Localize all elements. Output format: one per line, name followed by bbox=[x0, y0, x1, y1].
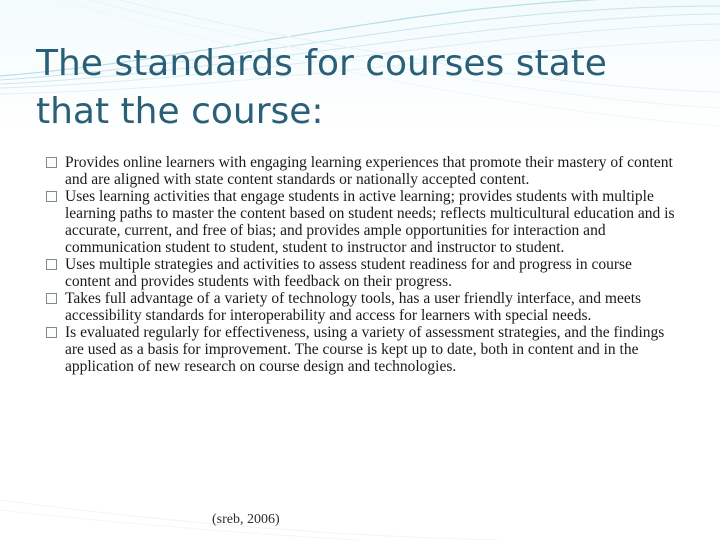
bullet-text: Takes full advantage of a variety of technology tools, has a user friendly interface, and meets accessibility standards for interoperability and access for learners with special needs. bbox=[65, 290, 642, 324]
square-bullet-icon bbox=[46, 157, 57, 168]
square-bullet-icon bbox=[46, 293, 57, 304]
square-bullet-icon bbox=[46, 327, 57, 338]
square-bullet-icon bbox=[46, 191, 57, 202]
bullet-item bbox=[46, 154, 676, 188]
citation: (sreb, 2006) bbox=[212, 512, 280, 527]
bullet-text: Uses learning activities that engage students in active learning; provides students with multiple learning paths to master the content based on student needs; reflects multicultural education and is accurate, current, and free of bias; and provides ample opportunities for interaction and communication student to student, student to instructor and instructor to student. bbox=[65, 188, 675, 256]
bullet-item bbox=[46, 256, 676, 290]
square-bullet-icon bbox=[46, 259, 57, 270]
bullet-text: Uses multiple strategies and activities to assess student readiness for and progress in course content and provides students with feedback on their progress. bbox=[65, 256, 632, 290]
bullet-text: Provides online learners with engaging learning experiences that promote their mastery of content and are aligned with state content standards or nationally accepted content. bbox=[65, 154, 673, 188]
slide-title: The standards for courses state that the course: bbox=[36, 43, 607, 132]
bullet-text: Is evaluated regularly for effectiveness, using a variety of assessment strategies, and the findings are used as a basis for improvement. The course is kept up to date, both in content and in the application of new research on course design and technologies. bbox=[65, 324, 665, 375]
bullet-list bbox=[46, 154, 676, 375]
bullet-item bbox=[46, 188, 676, 256]
bullet-item bbox=[46, 324, 676, 375]
bullet-item bbox=[46, 290, 676, 324]
